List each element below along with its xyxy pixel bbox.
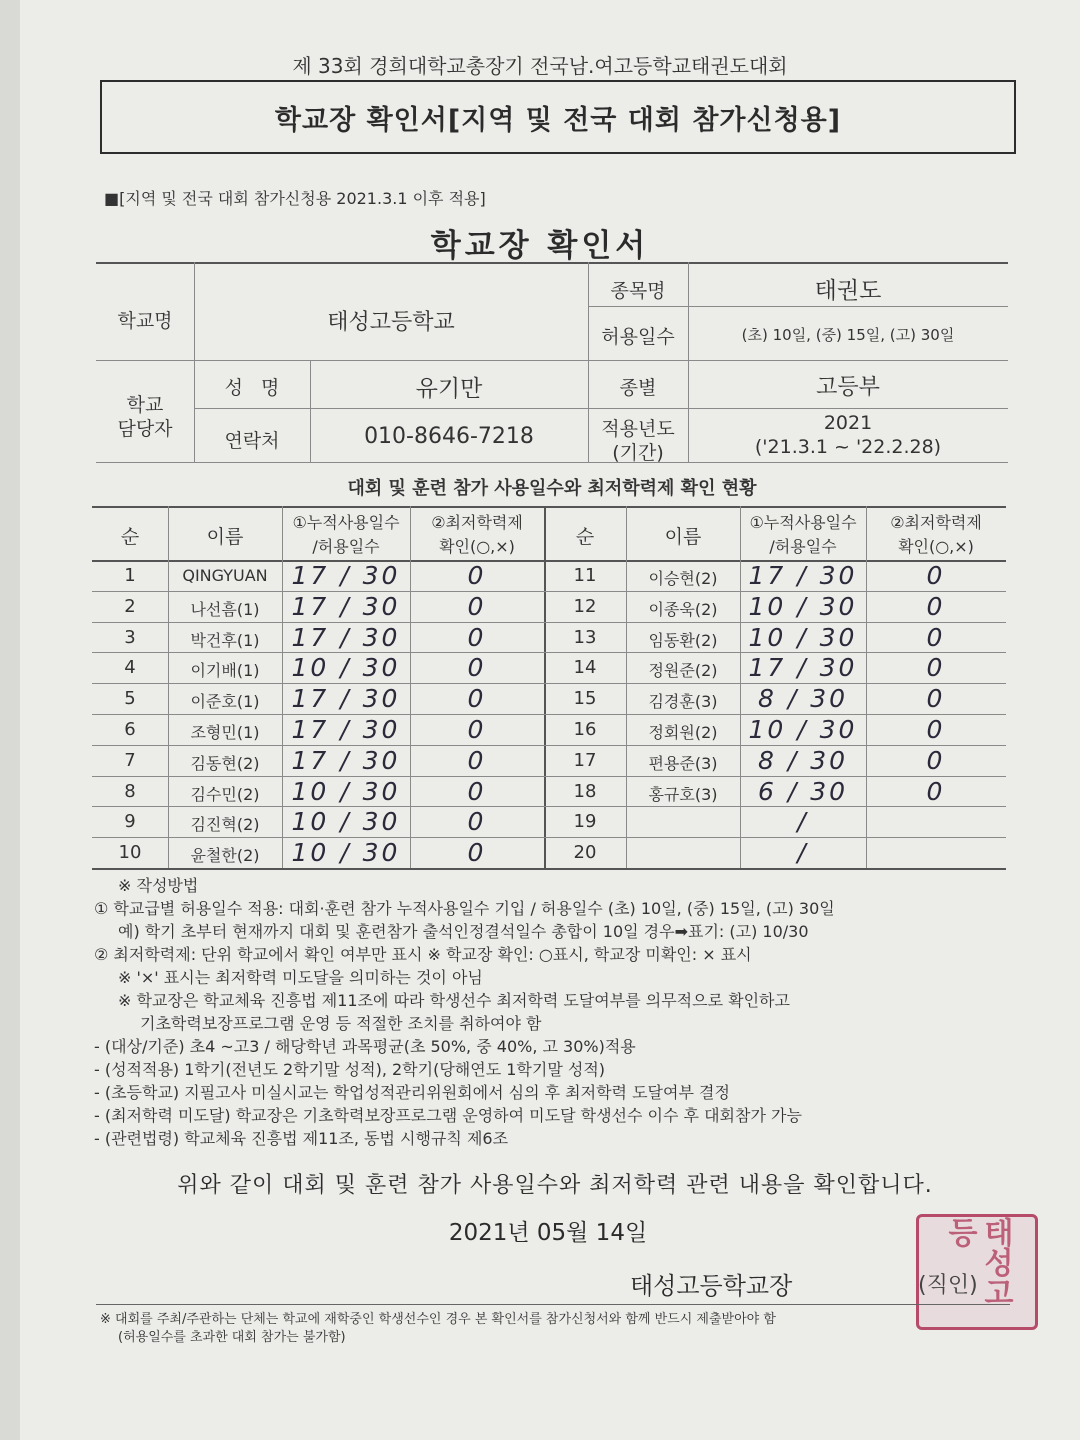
handwritten-check: 0 [467, 653, 487, 683]
note-line: - (최저학력 미도달) 학교장은 기초학력보장프로그램 운영하여 미도달 학생선수 이수 후 대회참가 가능 [94, 1106, 802, 1125]
row-number: 8 [124, 780, 136, 802]
handwritten-check: 0 [926, 776, 946, 806]
note-line: 예) 학기 초부터 현재까지 대회 및 훈련참가 출석인정결석일수 총합이 10일 경우➡표기: (고) 10/30 [118, 922, 809, 941]
row-number: 12 [573, 595, 597, 617]
handwritten-check: 0 [467, 745, 487, 775]
row-number: 7 [124, 749, 136, 771]
doc-title: 학교장 확인서 [430, 228, 650, 264]
handwritten-check: 0 [926, 653, 946, 683]
handwritten-days: 17 / 30 [291, 561, 401, 590]
handwritten-check: 0 [467, 715, 487, 744]
header-no-left: 순 [120, 526, 140, 548]
footer-note-2: (허용일수를 초과한 대회 참가는 불가함) [118, 1330, 346, 1345]
student-name: 편용준(3) [648, 753, 718, 773]
contact-label-2: 담당자 [117, 418, 173, 440]
handwritten-check: 0 [467, 591, 487, 621]
handwritten-days: 17 / 30 [291, 745, 401, 775]
event-title: 제 33회 경희대학교총장기 전국남.여고등학교태권도대회 [292, 54, 788, 78]
header-name-left: 이름 [206, 526, 244, 548]
row-number: 15 [573, 688, 597, 710]
row-number: 2 [124, 595, 136, 617]
row-number: 4 [124, 657, 136, 679]
header-check-left-2: 확인(○,×) [439, 537, 515, 556]
event-value: 태권도 [814, 278, 882, 304]
handwritten-check: 0 [926, 561, 946, 590]
note-line: - (초등학교) 지필고사 미실시교는 학업성적관리위원회에서 심의 후 최저학력 도달여부 결정 [94, 1083, 730, 1102]
contact-label-1: 학교 [126, 394, 164, 416]
student-name: 이준호(1) [190, 692, 260, 712]
row-number: 10 [118, 842, 142, 864]
header-days-left-1: ①누적사용일수 [292, 513, 400, 532]
handwritten-days: 17 / 30 [748, 653, 858, 683]
student-name: QINGYUAN [182, 566, 268, 585]
student-name: 조형민(1) [190, 723, 260, 742]
handwritten-days: 10 / 30 [291, 776, 401, 806]
student-name: 임동환(2) [648, 630, 718, 650]
note-line: ※ '×' 표시는 최저학력 미도달을 의미하는 것이 아님 [118, 968, 483, 987]
handwritten-days: 17 / 30 [748, 561, 858, 590]
allowed-value: (초) 10일, (중) 15일, (고) 30일 [741, 326, 955, 344]
header-check-right-2: 확인(○,×) [898, 537, 974, 556]
school-label: 학교명 [117, 310, 173, 332]
category-value: 고등부 [816, 375, 880, 400]
student-name: 김경훈(3) [648, 692, 718, 712]
row-number: 1 [124, 565, 136, 586]
handwritten-check: 0 [926, 715, 946, 744]
handwritten-check: 0 [467, 684, 487, 714]
phone-label: 연락처 [224, 430, 280, 452]
handwritten-days: 6 / 30 [757, 776, 849, 806]
signer-name: 태성고등학교장 [630, 1272, 793, 1300]
year-value-1: 2021 [823, 412, 873, 434]
header-check-left-1: ②최저학력제 [431, 513, 523, 532]
seal-label: (직인) [918, 1273, 978, 1298]
note-line: ※ 학교장은 학교체육 진흥법 제11조에 따라 학생선수 최저학력 도달여부를 의무적으로 확인하고 [118, 991, 790, 1010]
applies-note: ■[지역 및 전국 대회 참가신청용 2021.3.1 이후 적용] [104, 189, 486, 208]
stamp-text: 태성고등 [942, 1217, 1013, 1307]
name-label: 성 명 [224, 377, 280, 399]
document-title-box [100, 80, 1016, 154]
event-label: 종목명 [610, 280, 666, 302]
handwritten-check: 0 [926, 622, 946, 652]
student-name: 홍규호(3) [648, 784, 718, 804]
allowed-label: 허용일수 [601, 326, 675, 348]
note-line: ② 최저학력제: 단위 학교에서 확인 여부만 표시 ※ 학교장 확인: ○표시, 학교장 미확인: × 표시 [94, 945, 752, 964]
handwritten-days: 10 / 30 [291, 807, 401, 837]
handwritten-days: 10 / 30 [748, 622, 858, 652]
header-days-left-2: /허용일수 [312, 537, 380, 556]
student-name: 김동현(2) [190, 753, 260, 773]
student-name: 정원준(2) [648, 661, 718, 681]
phone-value: 010-8646-7218 [364, 424, 534, 449]
handwritten-days: 10 / 30 [748, 715, 858, 744]
row-number: 20 [573, 842, 597, 864]
year-label-1: 적용년도 [601, 418, 675, 440]
category-label: 종별 [619, 377, 657, 399]
document-date: 2021년 05월 14일 [448, 1220, 648, 1246]
student-name: 이승현(2) [648, 569, 718, 588]
handwritten-check: 0 [467, 807, 487, 837]
year-value-2: ('21.3.1 ~ '22.2.28) [754, 436, 942, 458]
box-title: 학교장 확인서[지역 및 전국 대회 참가신청용] [274, 104, 842, 136]
row-number: 3 [124, 626, 136, 648]
handwritten-days: / [797, 807, 809, 837]
note-line: - (관련법령) 학교체육 진흥법 제11조, 동법 시행규칙 제6조 [94, 1129, 509, 1148]
row-number: 14 [573, 657, 597, 679]
handwritten-check: 0 [926, 745, 946, 775]
student-name: 김수민(2) [190, 784, 260, 804]
school-value: 태성고등학교 [327, 310, 455, 335]
row-number: 11 [573, 565, 597, 586]
handwritten-check: 0 [467, 561, 487, 590]
handwritten-check: 0 [467, 776, 487, 806]
note-line: 기초학력보장프로그램 운영 등 적절한 조치를 취하여야 함 [140, 1014, 542, 1033]
row-number: 9 [124, 811, 136, 833]
handwritten-days: 8 / 30 [757, 684, 849, 714]
confirm-statement: 위와 같이 대회 및 훈련 참가 사용일수와 최저학력 관련 내용을 확인합니다. [177, 1173, 933, 1198]
handwritten-days: / [797, 838, 809, 868]
note-line: ① 학교급별 허용일수 적용: 대회·훈련 참가 누적사용일수 기입 / 허용일수 (초) 10일, (중) 15일, (고) 30일 [94, 899, 835, 918]
header-check-right-1: ②최저학력제 [890, 513, 982, 532]
section-title: 대회 및 훈련 참가 사용일수와 최저학력제 확인 현황 [347, 478, 757, 499]
student-name: 나선흠(1) [190, 599, 260, 619]
row-number: 16 [573, 719, 597, 740]
handwritten-check: 0 [926, 591, 946, 621]
header-days-right-1: ①누적사용일수 [749, 513, 857, 532]
student-name: 이종욱(2) [648, 599, 718, 619]
row-number: 5 [124, 688, 136, 710]
handwritten-days: 10 / 30 [291, 653, 401, 683]
handwritten-days: 10 / 30 [748, 591, 858, 621]
handwritten-days: 17 / 30 [291, 684, 401, 714]
handwritten-days: 10 / 30 [291, 838, 401, 868]
student-name: 정회원(2) [648, 723, 718, 742]
student-name: 윤철한(2) [190, 846, 260, 866]
student-name: 김진혁(2) [190, 815, 260, 835]
handwritten-check: 0 [926, 684, 946, 714]
handwritten-days: 17 / 30 [291, 622, 401, 652]
header-days-right-2: /허용일수 [769, 537, 837, 556]
header-name-right: 이름 [664, 526, 702, 548]
handwritten-days: 8 / 30 [757, 745, 849, 775]
footer-divider [96, 1304, 1010, 1305]
handwritten-days: 17 / 30 [291, 715, 401, 744]
footer-note-1: ※ 대회를 주최/주관하는 단체는 학교에 재학중인 학생선수인 경우 본 확인서를 참가신청서와 함께 반드시 제출받아야 함 [100, 1312, 776, 1327]
student-name: 이기배(1) [190, 661, 260, 681]
header-no-right: 순 [575, 526, 595, 548]
row-number: 17 [573, 749, 597, 771]
year-label-2: (기간) [612, 442, 664, 464]
handwritten-check: 0 [467, 622, 487, 652]
row-number: 19 [573, 811, 597, 833]
name-value: 유기만 [415, 376, 483, 402]
handwritten-check: 0 [467, 838, 487, 868]
handwritten-days: 17 / 30 [291, 591, 401, 621]
note-line: - (성적적용) 1학기(전년도 2학기말 성적), 2학기(당해연도 1학기말 성적) [94, 1060, 606, 1079]
note-line: - (대상/기준) 초4 ~고3 / 해당학년 과목평균(초 50%, 중 40%, 고 30%)적용 [94, 1037, 636, 1056]
notes-heading: ※ 작성방법 [118, 876, 199, 895]
row-number: 6 [124, 719, 136, 740]
student-name: 박건후(1) [190, 630, 260, 650]
writing-instructions [94, 874, 1014, 1150]
row-number: 18 [573, 780, 597, 802]
row-number: 13 [573, 626, 597, 648]
